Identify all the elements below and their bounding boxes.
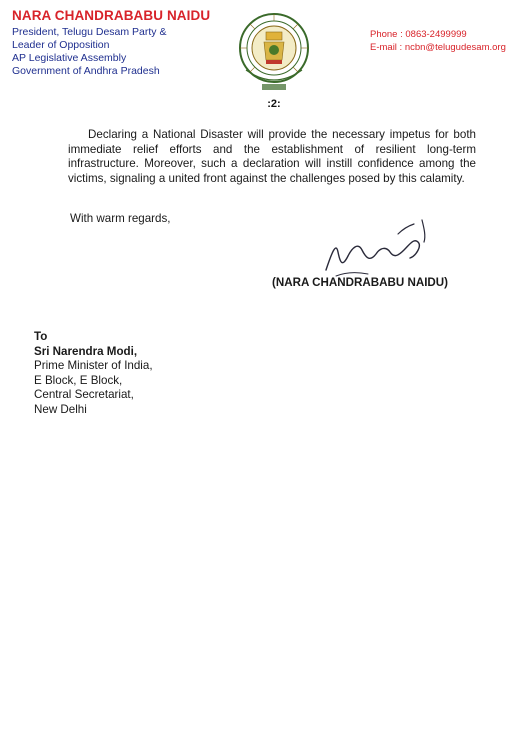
letterhead-left <box>12 8 232 78</box>
page-number: :2: <box>267 98 281 110</box>
signatory-name: (NARA CHANDRABABU NAIDU) <box>272 276 449 289</box>
letterhead-title-line: AP Legislative Assembly <box>12 52 127 64</box>
addressee-label: To <box>34 330 48 343</box>
addressee-line: Central Secretariat, <box>34 388 134 401</box>
letterhead-email: E-mail : ncbn@telugudesam.org <box>370 42 506 53</box>
addressee-name: Sri Narendra Modi, <box>34 344 138 358</box>
addressee-line: Prime Minister of India, <box>34 359 153 372</box>
body-paragraph: Declaring a National Disaster will provide the necessary impetus for both immediate relief efforts and the establishment of resilient long-term infrastructure. Moreover, such a declaration will instill confidence among the victims, signaling a united front against the challenges posed by this calamity. <box>68 128 476 185</box>
addressee-line: New Delhi <box>34 402 87 416</box>
state-emblem-icon <box>236 10 312 94</box>
addressee-line: E Block, E Block, <box>34 373 123 387</box>
closing-line: With warm regards, <box>70 212 171 225</box>
letterhead-name: NARA CHANDRABABU NAIDU <box>12 8 211 23</box>
letterhead-contact <box>370 28 520 54</box>
letterhead-title-line: President, Telugu Desam Party & <box>12 26 167 38</box>
letterhead-phone: Phone : 0863-2499999 <box>370 29 467 40</box>
letterhead-title-line: Government of Andhra Pradesh <box>12 65 160 77</box>
letterhead-title-line: Leader of Opposition <box>12 39 110 51</box>
handwritten-signature <box>318 212 438 282</box>
addressee-block <box>34 330 234 417</box>
